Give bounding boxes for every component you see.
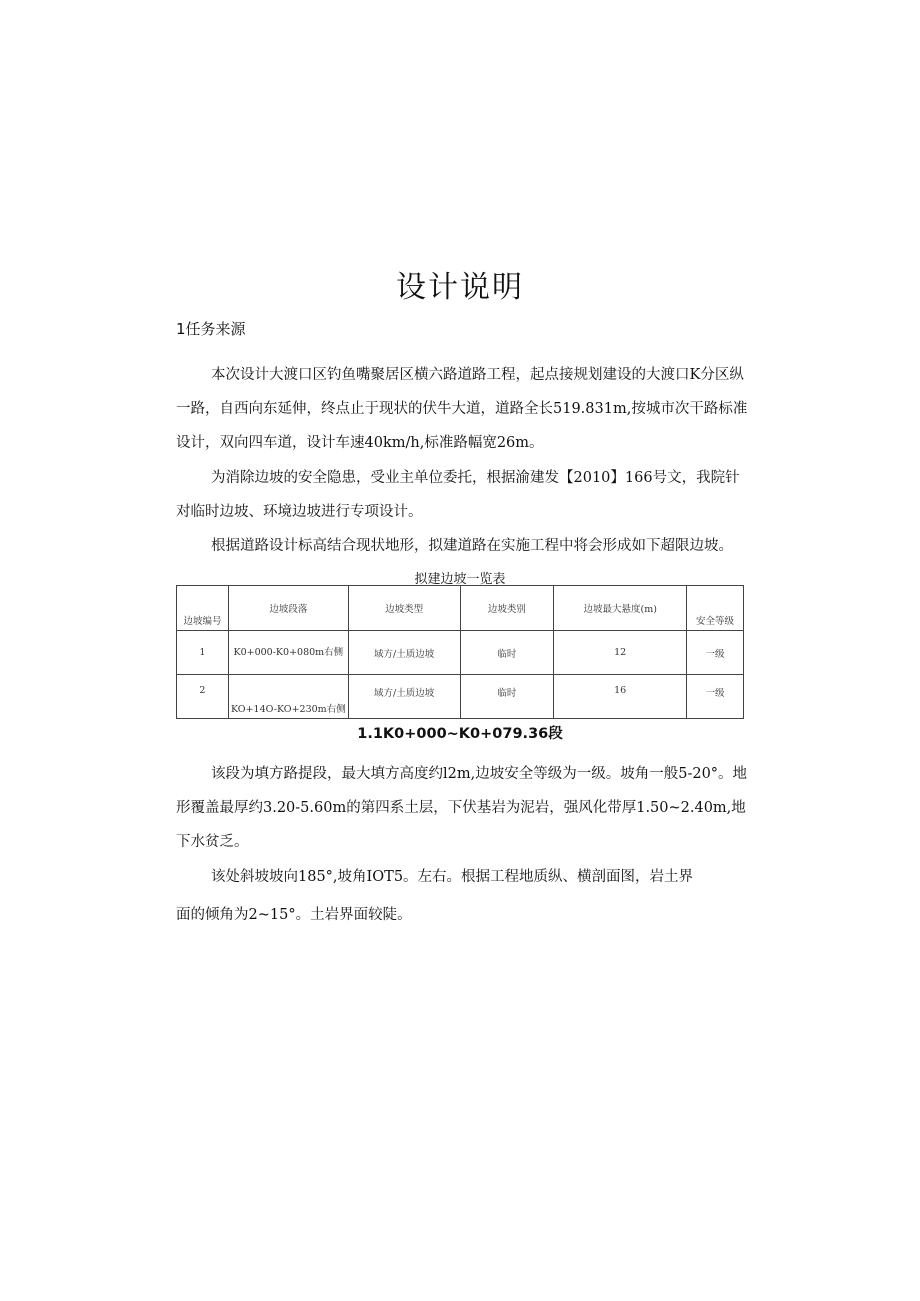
- paragraph-slope-orientation: 该处斜坡坡向185°,坡角IOT5。左右。根据工程地质纵、横剖面图，岩土界: [211, 869, 694, 885]
- table-row: [177, 675, 744, 719]
- slope-table: [176, 585, 744, 719]
- cell-slope-category: 临时: [460, 675, 554, 719]
- cell-slope-type: 域方/土质边坡: [348, 631, 460, 675]
- cell-max-height: 16: [554, 675, 687, 719]
- header-slope-id: 边坡编号: [177, 586, 229, 631]
- paragraph-slope-formation: 根据道路设计标高结合现状地形，拟建道路在实施工程中将会形成如下超限边坡。: [211, 538, 733, 554]
- cell-max-height: 12: [554, 631, 687, 675]
- document-title: 设计说明: [396, 270, 524, 305]
- section-heading-task-source: 1任务来源: [176, 320, 246, 338]
- cell-slope-id: 1: [177, 631, 229, 675]
- paragraph-commission: 为消除边坡的安全隐患，受业主单位委托，根据渝建发【2010】166号文，我院针对临时边坡、环境边坡进行专项设计。: [176, 470, 740, 520]
- cell-safety-level: 一级: [687, 631, 744, 675]
- header-safety-level: 安全等级: [687, 586, 744, 631]
- header-slope-section: 边坡段落: [228, 586, 348, 631]
- table-caption: 拟建边坡一览表: [414, 572, 506, 587]
- cell-slope-section: KO+14O-KO+230m右侧: [228, 675, 348, 719]
- cell-safety-level: 一级: [687, 675, 744, 719]
- header-slope-category: 边坡类别: [460, 586, 554, 631]
- section-heading-k0-segment: 1.1K0+000~K0+079.36段: [357, 726, 563, 742]
- header-max-height: 边坡最大悬度(m): [554, 586, 687, 631]
- cell-slope-category: 临时: [460, 631, 554, 675]
- table-header-row: [177, 586, 744, 631]
- cell-slope-section: K0+000-K0+080m右侧: [228, 631, 348, 675]
- paragraph-project-overview: 本次设计大渡口区钓鱼嘴聚居区横六路道路工程，起点接规划建设的大渡口K分区纵一路，自西向东延伸，终点止于现状的伏牛大道，道路全长519.831m,按城市次干路标准设计，双向四车道，设计车速40km/h,标准路幅宽26m。: [176, 367, 748, 451]
- paragraph-interface-angle: 面的倾角为2~15°。土岩界面较陡。: [176, 907, 412, 923]
- paragraph-fill-embankment: 该段为填方路提段，最大填方高度约l2m,边坡安全等级为一级。坡角一般5-20°。地形覆盖最厚约3.20-5.60m的第四系土层，下伏基岩为泥岩，强风化带厚1.50~2.40m,地下水贫乏。: [176, 766, 748, 850]
- cell-slope-type: 域方/土质边坡: [348, 675, 460, 719]
- header-slope-type: 边坡类型: [348, 586, 460, 631]
- table-row: [177, 631, 744, 675]
- cell-slope-id: 2: [177, 675, 229, 719]
